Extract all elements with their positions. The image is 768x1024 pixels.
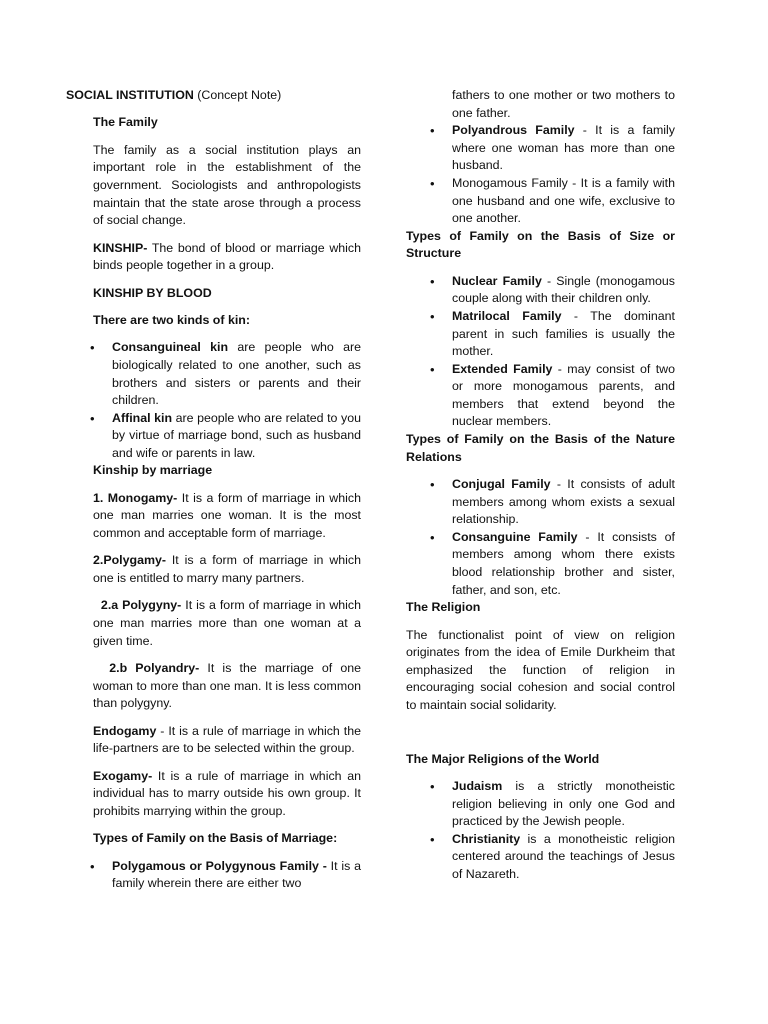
definition-term: 1. Monogamy- — [93, 490, 178, 505]
document-title-bold: SOCIAL INSTITUTION — [66, 88, 194, 102]
family-by-marriage-list-continued — [406, 122, 675, 228]
exogamy-definition — [93, 768, 361, 821]
definition-text: It is the marriage of one woman to more than one man. It is less common than polygyny. — [93, 661, 365, 711]
list-item-text: are people who are biologically related to one another, such as brothers and sisters or parents and their children. — [112, 340, 362, 408]
monogamy-definition — [93, 490, 361, 543]
list-item-term: Consanguine Family — [452, 529, 578, 544]
list-item-term: Judaism — [452, 778, 503, 793]
definition-term: 2.a Polygyny- — [93, 598, 182, 613]
religions-list — [406, 778, 675, 884]
list-item-text: is a strictly monotheistic religion believing in only one God and practiced by the Jewish people. — [452, 778, 675, 829]
list-item-term: Matrilocal Family — [452, 308, 562, 323]
kinship-definition — [93, 240, 361, 275]
family-heading: The Family — [93, 115, 158, 130]
kinship-term: KINSHIP- — [93, 240, 148, 255]
definition-text: It is a form of marriage in which one man marries more than one woman at a given time. — [93, 598, 365, 648]
size-structure-heading: Types of Family on the Basis of Size or Structure — [406, 228, 675, 261]
list-item-text: - It consists of adult members among whom exists a sexual relationship. — [452, 477, 675, 527]
list-item — [406, 122, 675, 175]
definition-term: 2.Polygamy- — [93, 553, 166, 568]
document-title — [66, 87, 361, 105]
list-item — [406, 476, 675, 529]
list-item-text: - may consist of two or more monogamous parents, and members that extend beyond the nuclear members. — [452, 361, 675, 429]
list-item-text: It is a family wherein there are either two — [112, 858, 361, 891]
marriage-section — [93, 462, 365, 847]
list-item — [406, 273, 675, 308]
list-item — [406, 175, 675, 228]
kinship-by-marriage-heading: Kinship by marriage — [93, 463, 213, 478]
two-kinds-heading: There are two kinds of kin: — [93, 312, 250, 327]
endogamy-definition — [93, 723, 361, 758]
list-item-term: Christianity — [452, 831, 521, 846]
definition-text: - It is a rule of marriage in which the life-partners are to be selected within the group. — [93, 723, 361, 756]
list-item-text: are people who are related to you by virtue of marriage bond, such as husband and wife or parents in law. — [112, 410, 361, 460]
list-item-term: Polyandrous Family — [452, 123, 575, 138]
definition-text: It is a form of marriage in which one is entitled to marry many partners. — [93, 553, 361, 586]
list-item-text: is a monotheistic religion centered around the teachings of Jesus of Nazareth. — [452, 831, 675, 881]
section-spacer — [406, 715, 675, 751]
list-item-term: Conjugal Family — [452, 477, 551, 492]
definition-term: Endogamy — [93, 723, 157, 738]
religion-paragraph: The functionalist point of view on religion originates from the idea of Emile Durkheim that emphasized the function of religion in encouraging social cohesion and social control to maintain social solidarity. — [406, 627, 675, 712]
document-title-note: (Concept Note) — [193, 88, 282, 102]
list-item — [66, 339, 361, 409]
kin-list — [66, 339, 361, 462]
list-item-text: - It consists of members among whom there exists blood relationship brother and sister, father, and son, etc. — [452, 529, 675, 597]
left-column — [66, 87, 365, 893]
list-item — [406, 778, 675, 831]
definition-term: Exogamy- — [93, 768, 153, 783]
polygamy-definition — [93, 552, 361, 587]
major-religions-heading: The Major Religions of the World — [406, 751, 600, 766]
list-item-term: Consanguineal kin — [112, 340, 229, 355]
polygamous-continued: fathers to one mother or two mothers to one father. — [452, 88, 675, 120]
polygyny-definition — [93, 597, 365, 650]
right-column — [406, 87, 675, 884]
left-indented-content — [93, 114, 361, 329]
definition-term: 2.b Polyandry- — [93, 661, 200, 675]
nature-relations-list — [406, 476, 675, 599]
list-item-text: - Single (monogamous couple along with their children only. — [452, 273, 675, 306]
family-paragraph: The family as a social institution plays an important role in the establishment of the government. Sociologists and anthropologists maintain that the state arose through a process of social change. — [93, 142, 361, 228]
list-item — [406, 529, 675, 599]
definition-text: It is a rule of marriage in which an individual has to marry outside his own group. It prohibits marrying within the group. — [93, 768, 361, 818]
list-item-text: - The dominant parent in such families is usually the mother. — [452, 308, 675, 359]
list-item — [406, 831, 675, 884]
list-item — [406, 308, 675, 361]
list-item — [66, 410, 361, 463]
size-structure-list — [406, 273, 675, 431]
list-item-term: Affinal kin — [112, 410, 173, 425]
list-item — [406, 361, 675, 431]
family-by-marriage-list — [66, 858, 361, 893]
list-item-text: - It is a family where one woman has more than one husband. — [452, 123, 675, 173]
types-by-marriage-heading: Types of Family on the Basis of Marriage: — [93, 831, 338, 846]
list-item-text: Monogamous Family - It is a family with one husband and one wife, exclusive to one another. — [452, 175, 675, 226]
list-item-term: Nuclear Family — [452, 273, 542, 288]
list-item-term: Polygamous or Polygynous Family - — [112, 858, 327, 873]
definition-text: It is a form of marriage in which one man marries one woman. It is the most common and acceptable form of marriage. — [93, 490, 361, 541]
nature-relations-heading: Types of Family on the Basis of the Nature Relations — [406, 432, 675, 464]
polyandry-definition — [93, 660, 365, 713]
kinship-text: The bond of blood or marriage which binds people together in a group. — [93, 240, 361, 273]
religion-heading: The Religion — [406, 600, 481, 615]
list-item — [66, 858, 361, 893]
list-item-term: Extended Family — [452, 361, 553, 376]
kinship-by-blood-heading: KINSHIP BY BLOOD — [93, 285, 212, 300]
